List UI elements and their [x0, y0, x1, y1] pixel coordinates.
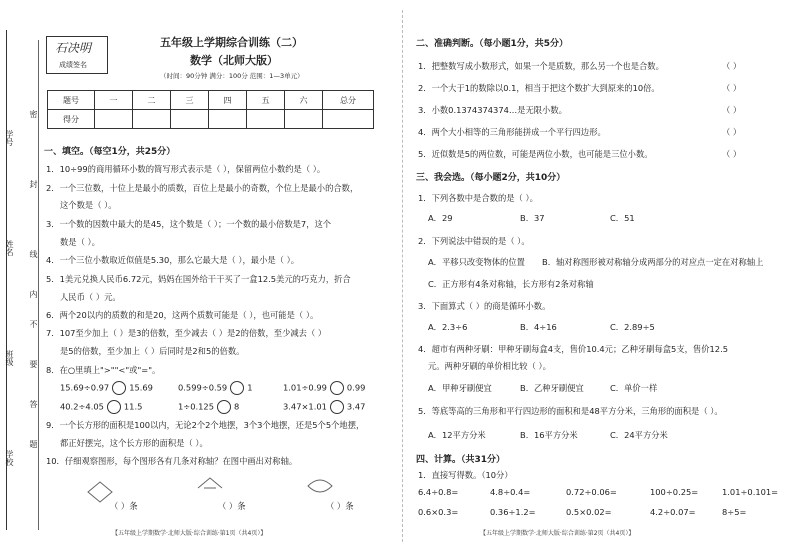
score-table-header: 一: [95, 91, 133, 110]
axis-count-label: （ ）条: [110, 501, 138, 511]
judge-item: 5．近似数是5的两位数，可能是两位小数，也可能是三位小数。: [418, 149, 653, 159]
choice-question: 5．等底等高的三角形和平行四边形的面积和是48平方分米，三角形的面积是（ ）。: [418, 406, 723, 416]
compare-right: 11.5: [123, 401, 143, 412]
calc-item[interactable]: 0.36÷1.2=: [490, 507, 536, 517]
choice-question: 2．下列说法中错误的是（ ）。: [418, 236, 530, 246]
choice-option[interactable]: A．29: [428, 213, 453, 223]
score-row-label: 得分: [48, 110, 95, 129]
calc-item[interactable]: 4.2÷0.07=: [650, 507, 696, 517]
axis-count-label: （ ）条: [218, 501, 246, 511]
compare-row: [283, 400, 365, 414]
score-table-header: 五: [247, 91, 285, 110]
page-divider: [402, 10, 403, 542]
compare-circle[interactable]: [330, 381, 344, 395]
choice-question-cont: 元。两种牙刷的单价相比较（ ）。: [428, 361, 551, 371]
section-heading: 一、填空。（每空1分，共25分）: [44, 147, 176, 157]
choice-option[interactable]: C．单价一样: [610, 383, 658, 393]
judge-item: 1．把整数写成小数形式，如果一个是质数，那么另一个也是合数。: [418, 61, 664, 71]
compare-left: 40.2÷4.05: [60, 401, 104, 412]
choice-question: 4．超市有两种牙刷：甲种牙刷每盒4支，售价10.4元；乙种牙刷每盒5支，售价12.5: [418, 344, 728, 354]
judge-paren[interactable]: （ ）: [722, 127, 742, 137]
question-line: 10．仔细观察图形，每个图形各有几条对称轴？在图中画出对称轴。: [46, 456, 298, 466]
compare-right: 15.69: [129, 382, 153, 393]
choice-option[interactable]: A．平移只改变物体的位置: [428, 257, 525, 267]
page-footer-left: 【五年级上学期数学·北师大版·综合训练·第1页（共4页）】: [112, 530, 267, 537]
score-cell[interactable]: [95, 110, 133, 129]
calc-item[interactable]: 100÷0.25=: [650, 487, 699, 497]
score-table-header: 二: [133, 91, 171, 110]
compare-left: 1.01÷0.99: [283, 382, 327, 393]
figure-shape: [198, 478, 222, 488]
compare-left: 3.47×1.01: [283, 401, 327, 412]
calc-item[interactable]: 0.72÷0.06=: [566, 487, 617, 497]
figure-shape: [308, 480, 332, 492]
compare-circle[interactable]: [230, 381, 244, 395]
choice-option[interactable]: B．轴对称图形被对称轴分成两部分的对应点一定在对称轴上: [542, 257, 764, 267]
section-heading: 二、准确判断。（每小题1分，共5分）: [416, 39, 569, 49]
question-line: 7．107至少加上（ ）是3的倍数，至少减去（ ）是2的倍数，至少减去（ ）: [46, 328, 327, 338]
judge-paren[interactable]: （ ）: [722, 149, 742, 159]
question-line: 8．在○里填上">""<"或"="。: [46, 365, 161, 375]
side-seal-char: 答: [29, 400, 38, 408]
question-line: 4．一个三位小数取近似值是5.30，那么它最大是（ ），最小是（ ）。: [46, 255, 300, 265]
compare-circle[interactable]: [107, 400, 121, 414]
score-table: [47, 90, 374, 129]
choice-option[interactable]: A．甲种牙刷便宜: [428, 383, 492, 393]
question-line: 数是（ ）。: [60, 237, 100, 247]
section-heading: 四、计算。（共31分）: [416, 455, 506, 465]
grade-signature-box: [46, 36, 108, 74]
question-line: 这个数是（ ）。: [60, 200, 117, 210]
judge-item: 3．小数0.1374374374…是无限小数。: [418, 105, 567, 115]
judge-item: 2．一个大于1的数除以0.1，相当于把这个数扩大到原来的10倍。: [418, 83, 660, 93]
choice-option[interactable]: C．51: [610, 213, 635, 223]
choice-option[interactable]: B．16平方分米: [520, 430, 578, 440]
judge-item: 4．两个大小相等的三角形能拼成一个平行四边形。: [418, 127, 606, 137]
calc-item[interactable]: 4.8÷0.4=: [490, 487, 531, 497]
compare-right: 0.99: [346, 382, 366, 393]
calc-item[interactable]: 1.01÷0.101=: [722, 487, 779, 497]
side-seal-char: 封: [29, 180, 38, 188]
side-label-school: 学校: [5, 450, 14, 466]
question-line: 1．10÷99的商用循环小数的简写形式表示是（ ），保留两位小数约是（ ）。: [46, 164, 326, 174]
question-line: 3．一个数的因数中最大的是45，这个数是（ ）；一个数的最小倍数是7，这个: [46, 219, 332, 229]
question-line: 6．两个20以内的质数的和是20，这两个质数可能是（ ），也可能是（ ）。: [46, 310, 319, 320]
score-cell[interactable]: [133, 110, 171, 129]
question-line: 是5的倍数，至少加上（ ）后同时是2和5的倍数。: [60, 346, 245, 356]
choice-option[interactable]: C．24平方分米: [610, 430, 668, 440]
side-label-class: 班级: [5, 350, 14, 366]
score-table-header: 六: [285, 91, 323, 110]
side-seal-char: 要: [29, 360, 38, 368]
side-seal-char: 线: [29, 250, 38, 258]
score-table-header: 三: [171, 91, 209, 110]
calc-item[interactable]: 0.6×0.3=: [418, 507, 459, 517]
choice-option[interactable]: B．乙种牙刷便宜: [520, 383, 584, 393]
side-label-student-id: 学号: [5, 130, 14, 146]
section-heading: 三、我会选。（每小题2分，共10分）: [416, 173, 566, 183]
compare-right: 8: [233, 401, 240, 412]
side-label-name: 姓名: [5, 240, 14, 256]
compare-right: 3.47: [346, 401, 366, 412]
exam-title: 五年级上学期综合训练（二）: [160, 36, 303, 49]
question-line: 人民币（ ）元。: [60, 292, 121, 302]
score-table-header: 总分: [323, 91, 374, 110]
compare-row: [283, 381, 365, 395]
side-seal-char: 题: [29, 440, 38, 448]
compare-circle[interactable]: [330, 400, 344, 414]
question-line: 2．一个三位数，十位上是最小的质数，百位上是最小的奇数，个位上是最小的合数，: [46, 183, 359, 193]
exam-subtitle: 数学（北师大版）: [190, 54, 278, 67]
choice-option[interactable]: B．37: [520, 213, 545, 223]
score-cell[interactable]: [209, 110, 247, 129]
calc-item[interactable]: 0.5×0.02=: [566, 507, 612, 517]
compare-row: [60, 400, 142, 414]
question-line: 都正好摆完，这个长方形的面积是（ ）。: [60, 438, 208, 448]
score-table-header: 题号: [48, 91, 95, 110]
compare-row: [178, 381, 252, 395]
choice-option[interactable]: C．正方形有4条对称轴，长方形有2条对称轴: [428, 279, 594, 289]
question-line: 5．1美元兑换人民币6.72元，妈妈在国外给干干买了一盒12.5美元的巧克力，折合: [46, 274, 351, 284]
choice-option[interactable]: A．12平方分米: [428, 430, 486, 440]
score-cell[interactable]: [285, 110, 323, 129]
compare-left: 1÷0.125: [178, 401, 214, 412]
choice-option[interactable]: A．2.3÷6: [428, 322, 468, 332]
compare-left: 15.69÷0.97: [60, 382, 110, 393]
judge-paren[interactable]: （ ）: [722, 83, 742, 93]
signature-mark: 石决明: [55, 41, 92, 55]
choice-question: 1．下列各数中是合数的是（ ）。: [418, 193, 538, 203]
compare-circle[interactable]: [112, 381, 126, 395]
figure-shape: [88, 482, 112, 502]
compare-right: 1: [247, 382, 253, 393]
compare-left: 0.599÷0.59: [178, 382, 228, 393]
score-table-header: 四: [209, 91, 247, 110]
side-seal-char: 内: [29, 290, 38, 298]
question-line: 9．一个长方形的面积是100以内，无论2个2个地摆，3个3个地摆，还是5个5个地摆，: [46, 420, 365, 430]
choice-option[interactable]: C．2.89÷5: [610, 322, 655, 332]
score-cell[interactable]: [171, 110, 209, 129]
compare-row: [60, 381, 153, 395]
score-cell[interactable]: [247, 110, 285, 129]
compare-circle[interactable]: [217, 400, 231, 414]
signature-label: 成绩签名: [59, 61, 87, 69]
side-seal-char: 密: [29, 110, 38, 118]
calc-item[interactable]: 8÷5=: [722, 507, 747, 517]
axis-count-label: （ ）条: [326, 501, 354, 511]
judge-paren[interactable]: （ ）: [722, 61, 742, 71]
page-footer-right: 【五年级上学期数学·北师大版·综合训练·第2页（共4页）】: [480, 530, 635, 537]
calc-item[interactable]: 6.4÷0.8=: [418, 487, 459, 497]
calc-subheading: 1．直接写得数。（10分）: [418, 470, 513, 480]
side-seal-char: 不: [29, 320, 38, 328]
compare-row: [178, 400, 239, 414]
choice-question: 3．下面算式（ ）的商是循环小数。: [418, 301, 551, 311]
score-cell[interactable]: [323, 110, 374, 129]
judge-paren[interactable]: （ ）: [722, 105, 742, 115]
choice-option[interactable]: B．4÷16: [520, 322, 557, 332]
exam-meta: （时间：90分钟 满分：100分 范围：1—3单元）: [160, 72, 304, 80]
